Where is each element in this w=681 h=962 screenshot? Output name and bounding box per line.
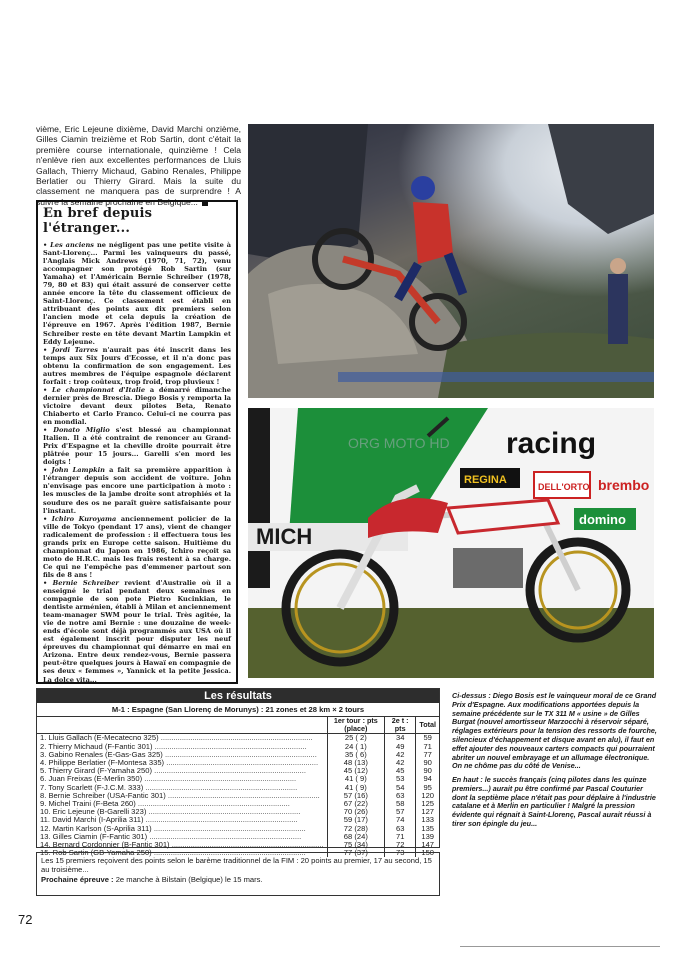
next-event-label: Prochaine épreuve : bbox=[41, 874, 114, 884]
table-row: 8. Bernie Schreiber (USA-Fantic 301) ..... 57 (16) 63 120 bbox=[37, 792, 439, 800]
table-row: 10. Eric Lejeune (B-Garelli 323) ..... 70 (26) 57 127 bbox=[37, 808, 439, 816]
en-bref-box bbox=[36, 200, 238, 684]
table-row: 4. Philippe Berlatier (F-Montesa 335) ..... 48 (13) 42 90 bbox=[37, 759, 439, 767]
header-tour2: 2e t : pts bbox=[385, 717, 416, 734]
results-grid bbox=[37, 717, 439, 857]
photo-rider-illustration bbox=[248, 124, 654, 398]
bref-item: • John Lampkin a fait sa première apparition à l'étranger depuis son accident de voiture. John n'envisage pas encore une participation à moto : les muscles de la jambe droite sont atrophiés et la soudure des os ne paraît guère satisfaisante pour l'instant. bbox=[43, 466, 231, 515]
bref-item: • Ichiro Kuroyama anciennement policier de la ville de Tokyo (pendant 17 ans), vient de changer radicalement de profession : il effectuera tous les grands prix en Europe cette saison. Huitième du championnat du Japon en 1986, Ichiro reçoit sa moto de H.R.C. mais les frais restent à sa charge. Ce qui ne l'empêche pas d'emmener partout son fils de 8 ans ! bbox=[43, 514, 231, 579]
table-row: 15. Rob Sartin (GB-Yamaha 250) ..... 77 (37) 73 150 bbox=[37, 849, 439, 857]
header-total: Total bbox=[416, 717, 439, 734]
watermark: ORG MOTO HD bbox=[348, 435, 450, 451]
next-event bbox=[41, 875, 435, 884]
table-row: 9. Michel Traini (F-Beta 260) ..... 67 (22) 58 125 bbox=[37, 800, 439, 808]
results-notes bbox=[36, 852, 440, 896]
table-row: 12. Martin Karlson (S-Aprilia 311) ..... 72 (28) 63 135 bbox=[37, 825, 439, 833]
intro-paragraph bbox=[36, 124, 241, 207]
table-row: 7. Tony Scarlett (F-J.C.M. 333) ..... 41 ( 9) 54 95 bbox=[37, 784, 439, 792]
caption-above: Ci-dessus : Diego Bosis est le vainqueur moral de ce Grand Prix d'Espagne. Aux modifications apportées depuis la semaine précédente sur le TX 311 M « usine » de Gilles Burgat (nouvel amortisseur Marzocchi à réservoir séparé, réglages extérieurs pour la tension des ressorts de fourche, silencieux d'échappement et disque avant en alu), il faut en effet ajouter des nouveaux carters compacts qui pourraient abriter un nouvel embrayage et un allumage électronique. On ne chôme pas du côté de Venise... bbox=[452, 691, 657, 771]
photo-bike-illustration bbox=[248, 408, 654, 678]
bref-item: • Jordi Tarres n'aurait pas été inscrit dans les temps aux Six Jours d'Ecosse, et il n'a donc pas obtenu la confirmation de son engagement. Les autres membres de l'équipe espagnole déclarent forfait : trop coûteux, trop froid, trop pluvieux ! bbox=[43, 345, 231, 386]
next-event-text: 2e manche à Bilstain (Belgique) le 15 mars. bbox=[113, 874, 263, 884]
caption-top: En haut : le succès français (cinq pilotes dans les quinze premiers...) aurait pu être confirmé par Pascal Couturier dont la septième place n'était pas pour déplaire à l'industrie catalane et à Merlin en particulier ! Malgré la pression évidente qui régnait à Saint-Llorenç, Pascal aurait réussi à tirer son épingle du jeu... bbox=[452, 775, 656, 828]
results-title: Les résultats bbox=[37, 689, 439, 703]
points-note: Les 15 premiers reçoivent des points selon le barème traditionnel de la FIM : 20 points au premier, 17 au second, 15 au troisième... bbox=[41, 856, 432, 875]
bref-item: • Donato Miglio s'est blessé au championnat Italien. Il a été contraint de renoncer au Grand-Prix d'Espagne et la cheville droite pourrait être plâtrée pour 15 jours... Garelli s'en mord les doigts ! bbox=[43, 426, 231, 467]
photo-rider-on-rocks bbox=[248, 124, 654, 398]
brembo-logo: brembo bbox=[598, 477, 650, 493]
bref-item: • Bernie Schreiber revient d'Australie où il a enseigné le trial pendant deux semaines en compagnie de son pote Pietro Kucinkian, le dentiste arménien, établi à Milan et anciennement team-manager SWM pour le trial. Très agitée, la vie de notre ami Bernie : une douzaine de week-ends d'école sont déjà programmés aux USA où il est également inscrit pour disputer les neuf épreuves du championnat qui démarre en mai en Arizona. Entre deux rendez-vous, Bernie passera peut-être quelques jours à Hawaï en compagnie de ses deux « femmes », Yannick et la petite Jessica. La dolce vita... bbox=[43, 578, 231, 684]
regina-logo: REGINA bbox=[464, 474, 507, 486]
photo-fantic-bike bbox=[248, 408, 654, 678]
table-row: 1. Lluis Gallach (E-Mecatecno 325) ..... 25 ( 2) 34 59 bbox=[37, 734, 439, 743]
delorto-logo: DELL'ORTO bbox=[538, 482, 590, 492]
table-row: 5. Thierry Girard (F-Yamaha 250) ..... 45 (12) 45 90 bbox=[37, 767, 439, 775]
table-row: 2. Thierry Michaud (F-Fantic 301) ..... 24 ( 1) 49 71 bbox=[37, 743, 439, 751]
racing-logo: racing bbox=[506, 427, 597, 460]
page-number: 72 bbox=[18, 912, 33, 927]
table-row: 3. Gabino Renales (E-Gas-Gas 325) ..... 35 ( 6) 42 77 bbox=[37, 751, 439, 759]
results-subtitle: M-1 : Espagne (San Llorenç de Morunys) : 21 zones et 28 km × 2 tours bbox=[37, 703, 439, 717]
header-tour1: 1er tour : pts (place) bbox=[327, 717, 384, 734]
table-row: 13. Gilles Ciamin (F-Fantic 301) ..... 68 (24) 71 139 bbox=[37, 833, 439, 841]
bref-item: • Le championnat d'Italie a démarré dimanche dernier près de Brescia. Diego Bosis y remporta la victoire devant deux pilotes Beta, Renato Chiaberto et Carlo Franco. Celui-ci ne courra pas en mondial. bbox=[43, 385, 231, 427]
table-row: 14. Bernard Cordonnier (B-Fantic 301) ..... 75 (34) 72 147 bbox=[37, 841, 439, 849]
table-row: 11. David Marchi (I-Aprilia 311) ..... 59 (17) 74 133 bbox=[37, 816, 439, 824]
en-bref-title: En bref depuis l'étranger... bbox=[43, 206, 153, 236]
svg-text:MICH: MICH bbox=[256, 524, 313, 549]
bref-item: • Les anciens ne négligent pas une petite visite à Sant-Llorenç... Parmi les vainqueurs du passé, l'Anglais Mick Andrews (1970, 71, 72), venu accompagner son protégé Rob Sartin (sur Yamaha) et l'Américain Bernie Schreiber (1978, 79, 80 et 83) qui était assuré de conserver cette année encore la tête du classement officieux de Saint-Llorenç. Ce classement est établi en attribuant des points aux dix premiers selon l'ancien mode et cela depuis la création de l'épreuve en 1967. Après l'édition 1987, Bernie Schreiber reste en tête devant Martin Lampkin et Eddy Lejeune. bbox=[43, 241, 232, 346]
results-table bbox=[36, 688, 440, 858]
table-row: 6. Juan Freixas (E-Merlin 350) ..... 41 ( 9) 53 94 bbox=[37, 775, 439, 783]
bottom-rule bbox=[460, 946, 660, 947]
domino-logo: domino bbox=[579, 512, 626, 527]
intro-text: vième, Eric Lejeune dixième, David Marchi onzième, Gilles Ciamin treizième et Rob Sartin, dont c'était la première course internationale, quinzième ! Cela n'enlève rien aux excellentes performances de Lluis Gallach, Thierry Michaud, Gabino Renales, Philippe Berlatier ou Thierry Girard. Mais la suite du classement ne manquera pas de surprendre ! A suivre la semaine prochaine en Belgique... bbox=[36, 124, 241, 207]
